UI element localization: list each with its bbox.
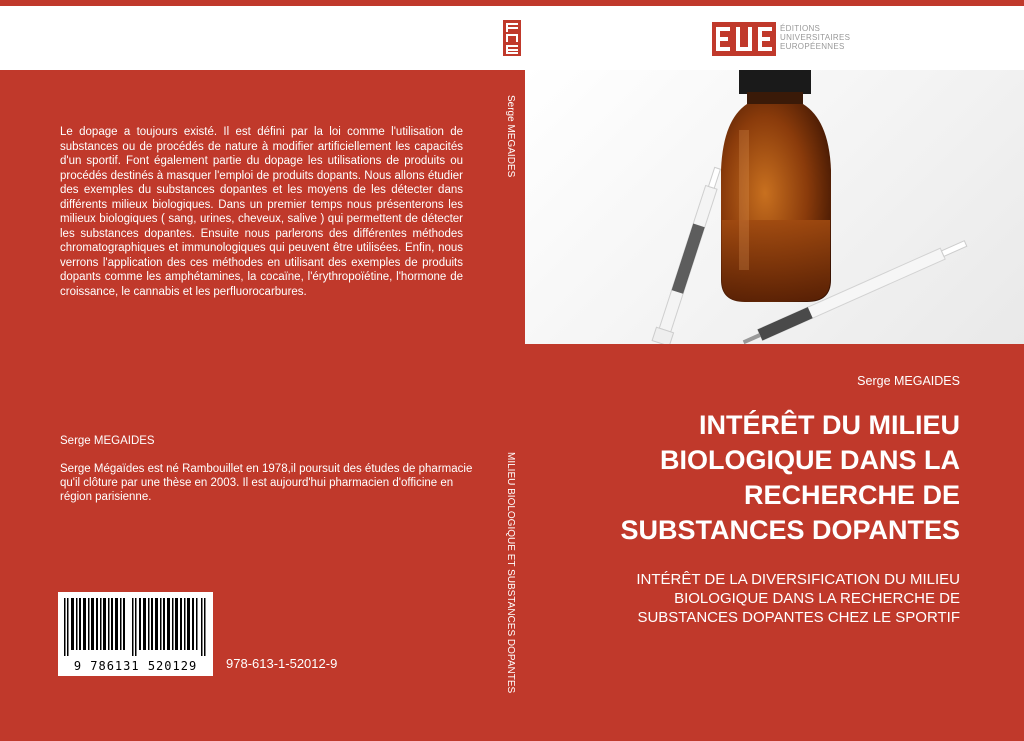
- syringe-left: [652, 166, 726, 344]
- book-title: INTÉRÊT DU MILIEU BIOLOGIQUE DANS LA RECHERCHE DE SUBSTANCES DOPANTES: [620, 410, 960, 545]
- book-subtitle: INTÉRÊT DE LA DIVERSIFICATION DU MILIEU BIOLOGIQUE DANS LA RECHERCHE DE SUBSTANCES DOPANTES CHEZ LE SPORTIF: [636, 571, 960, 626]
- back-cover-blurb: Le dopage a toujours existé. Il est défini par la loi comme l'utilisation de substances ou de procédés de nature à modifier artificiellement les capacités d'un sportif. Font également partie du dopage les utilisations de produits ou procédés destinés à masquer l'emploi de produits dopants. Nous allons étudier des exemples du substances dopantes et les moyens de les détecter dans différents milieux biologiques. Dans un premier temps nous présenterons les milieux biologiques ( sang, urines, cheveux, salive ) qui permettent de détecter les substances dopantes. Ensuite nous parlerons des différentes méthodes chromatographiques et immunologiques qui peuvent être utilisées. Enfin, nous verrons l'application des ces méthodes en utilisant des exemples de produits dopants comme les amphétamines, la cocaïne, l'érythropoïétine, l'hormone de croissance, le cannabis et les perfluorocarbures.: [60, 126, 463, 298]
- back-author-bio: Serge Mégaïdes est né Rambouillet en 1978,il poursuit des études de pharmacie qu'il clôture par une thèse en 2003. Il est aujourd'hui pharmacien d'officine en région parisienne.: [60, 463, 473, 503]
- back-author-block: [60, 434, 480, 504]
- spine-title: MILIEU BIOLOGIQUE ET SUBSTANCES DOPANTES: [505, 452, 516, 694]
- vial-and-syringes-illustration: [525, 70, 1024, 344]
- publisher-line-3: EUROPÉENNES: [780, 42, 845, 51]
- publisher-logo: [712, 22, 776, 56]
- publisher-line-2: UNIVERSITAIRES: [780, 33, 851, 42]
- back-author-name: Serge MEGAIDES: [60, 435, 155, 447]
- publisher-name: [780, 24, 850, 51]
- amber-vial: [721, 70, 831, 302]
- barcode: [58, 592, 213, 676]
- barcode-digits: 9 786131 520129: [73, 659, 198, 673]
- front-author: Serge MEGAIDES: [857, 374, 960, 388]
- cover-photo: [525, 70, 1024, 344]
- spine-publisher-logo: [503, 20, 521, 56]
- barcode-bars: [64, 598, 207, 656]
- isbn: 978-613-1-52012-9: [226, 656, 338, 671]
- spine-author: Serge MEGAIDES: [505, 95, 516, 178]
- publisher-line-1: ÉDITIONS: [780, 24, 821, 33]
